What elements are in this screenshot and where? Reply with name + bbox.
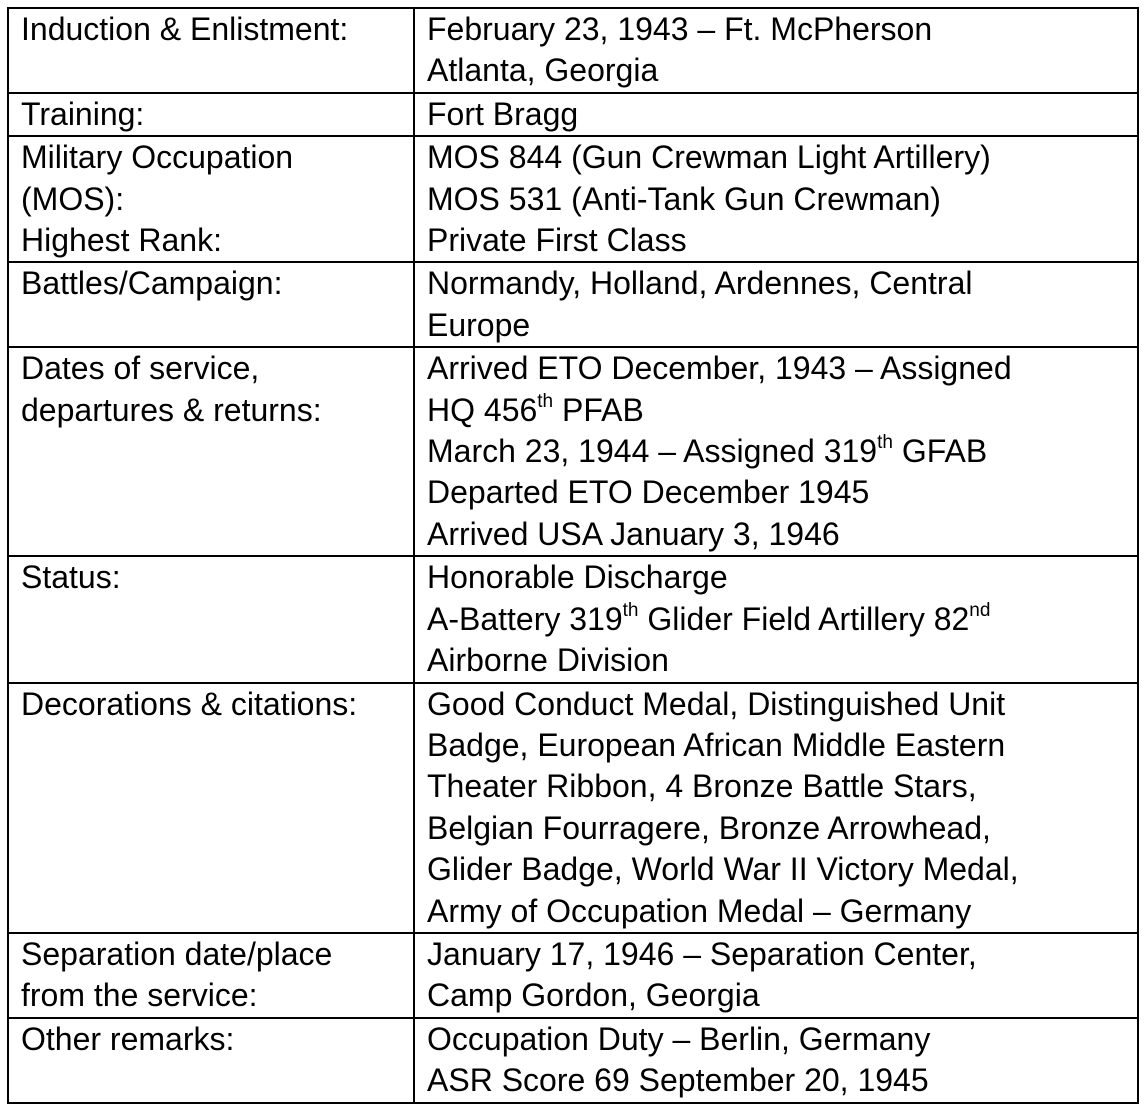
field-label-line: Other remarks: — [21, 1020, 235, 1057]
table-row — [8, 8, 1138, 93]
ordinal-suffix: th — [622, 600, 639, 622]
field-label-line: from the service: — [21, 977, 258, 1014]
value-text: Private First Class — [427, 222, 687, 259]
value-text: MOS 531 (Anti-Tank Gun Crewman) — [427, 180, 941, 217]
field-value-line — [427, 263, 1129, 304]
field-value-line — [427, 1060, 1129, 1101]
field-label-cell — [8, 1018, 414, 1103]
field-value-cell — [414, 683, 1138, 933]
field-value-line — [427, 975, 1129, 1016]
field-label-line: (MOS): — [21, 180, 125, 217]
table-row — [8, 136, 1138, 262]
field-label-line: Induction & Enlistment: — [21, 11, 349, 47]
field-label-cell — [8, 556, 414, 682]
field-value-line — [427, 179, 1129, 220]
field-label-line: Highest Rank: — [21, 222, 222, 259]
value-text: Camp Gordon, Georgia — [427, 977, 760, 1014]
field-value-cell — [414, 8, 1138, 93]
field-label-line: Decorations & citations: — [21, 685, 358, 722]
field-value-line — [427, 640, 1129, 681]
field-value-cell — [414, 262, 1138, 347]
table-row — [8, 683, 1138, 933]
value-text: Normandy, Holland, Ardennes, Central — [427, 265, 973, 302]
field-value-line — [427, 50, 1129, 91]
field-value-line — [427, 849, 1129, 890]
value-text: HQ 456 — [427, 391, 538, 428]
value-text: PFAB — [553, 391, 644, 428]
field-value-line — [427, 891, 1129, 932]
value-text: Badge, European African Middle Eastern — [427, 726, 1006, 763]
table-row — [8, 1018, 1138, 1103]
value-text: Honorable Discharge — [427, 559, 728, 596]
field-value-cell — [414, 136, 1138, 262]
field-value-line — [427, 472, 1129, 513]
value-text: ASR Score 69 September 20, 1945 — [427, 1062, 929, 1099]
field-label-cell — [8, 262, 414, 347]
field-label-line: departures & returns: — [21, 391, 322, 428]
field-value-line — [427, 599, 1129, 640]
field-label-cell — [8, 8, 414, 93]
value-text: GFAB — [892, 433, 988, 470]
value-text: Departed ETO December 1945 — [427, 474, 870, 511]
field-value-line — [427, 348, 1129, 389]
value-text: Good Conduct Medal, Distinguished Unit — [427, 685, 1006, 722]
field-value-line — [427, 390, 1129, 431]
field-value-line — [427, 220, 1129, 261]
ordinal-suffix: nd — [969, 600, 991, 622]
value-text: March 23, 1944 – Assigned 319 — [427, 433, 878, 470]
field-value-line — [427, 766, 1129, 807]
field-value-line — [427, 1019, 1129, 1060]
field-value-cell — [414, 347, 1138, 556]
field-label-cell — [8, 136, 414, 262]
field-value-cell — [414, 933, 1138, 1018]
field-value-line — [427, 137, 1129, 178]
table-row — [8, 347, 1138, 556]
field-value-cell — [414, 556, 1138, 682]
value-text: Arrived USA January 3, 1946 — [427, 515, 840, 552]
service-record-body — [8, 8, 1138, 1103]
ordinal-suffix: th — [877, 432, 893, 454]
table-row — [8, 933, 1138, 1018]
field-label-cell — [8, 93, 414, 136]
service-record-table — [7, 7, 1139, 1104]
table-row — [8, 262, 1138, 347]
ordinal-suffix: th — [537, 391, 554, 412]
field-label-cell — [8, 683, 414, 933]
value-text: Army of Occupation Medal – Germany — [427, 892, 972, 929]
field-value-cell — [414, 1018, 1138, 1103]
field-label-line: Battles/Campaign: — [21, 265, 283, 302]
field-label-line: Status: — [21, 559, 121, 596]
field-label-cell — [8, 347, 414, 556]
field-value-line — [427, 431, 1129, 472]
field-value-cell — [414, 93, 1138, 136]
value-text: January 17, 1946 – Separation Center, — [427, 935, 977, 972]
value-text: MOS 844 (Gun Crewman Light Artillery) — [427, 139, 991, 176]
value-text: Theater Ribbon, 4 Bronze Battle Stars, — [427, 768, 977, 805]
field-value-line — [427, 305, 1129, 346]
field-value-line — [427, 94, 1129, 135]
value-text: Occupation Duty – Berlin, Germany — [427, 1020, 931, 1057]
value-text: Glider Badge, World War II Victory Medal, — [427, 851, 1019, 888]
value-text: Fort Bragg — [427, 95, 579, 132]
field-label-cell — [8, 933, 414, 1018]
field-label-line: Dates of service, — [21, 350, 260, 387]
field-label-line: Separation date/place — [21, 935, 333, 972]
field-value-line — [427, 9, 1129, 50]
table-row — [8, 93, 1138, 136]
field-value-line — [427, 725, 1129, 766]
value-text: Atlanta, Georgia — [427, 52, 659, 89]
value-text: Arrived ETO December, 1943 – Assigned — [427, 350, 1012, 387]
value-text: A-Battery 319 — [427, 600, 623, 637]
value-text: February 23, 1943 – Ft. McPherson — [427, 11, 933, 47]
table-row — [8, 556, 1138, 682]
value-text: Airborne Division — [427, 642, 669, 679]
field-value-line — [427, 514, 1129, 555]
field-value-line — [427, 808, 1129, 849]
field-value-line — [427, 684, 1129, 725]
value-text: Belgian Fourragere, Bronze Arrowhead, — [427, 809, 991, 846]
field-label-line: Training: — [21, 95, 145, 132]
value-text: Europe — [427, 306, 531, 343]
field-label-line: Military Occupation — [21, 139, 294, 176]
field-value-line — [427, 557, 1129, 598]
value-text: Glider Field Artillery 82 — [638, 600, 970, 637]
field-value-line — [427, 934, 1129, 975]
